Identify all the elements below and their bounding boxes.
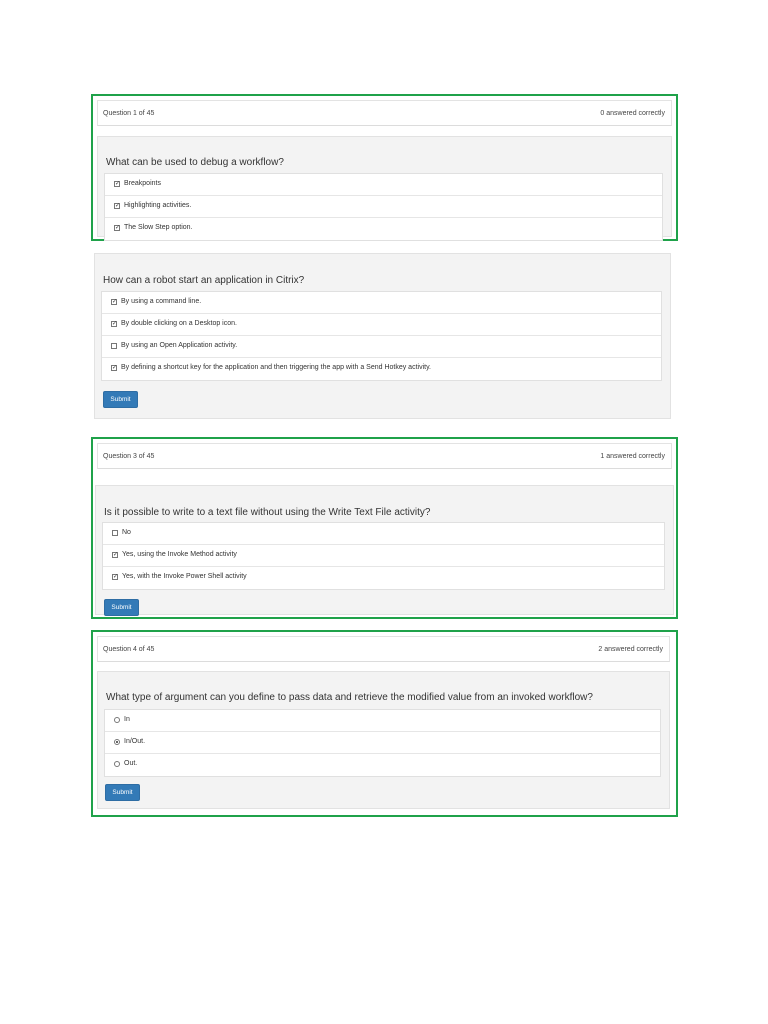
question-body <box>97 136 672 237</box>
question-title: What type of argument can you define to pass data and retrieve the modified value from an invoked workflow? <box>106 692 593 703</box>
submit-button[interactable]: Submit <box>105 784 140 801</box>
checkbox-checked-icon[interactable]: ✓ <box>113 574 119 580</box>
answer-option[interactable] <box>102 292 661 314</box>
option-label: By double clicking on a Desktop icon. <box>121 320 237 327</box>
question-body <box>95 485 674 615</box>
checkbox-checked-icon[interactable]: ✓ <box>113 552 119 558</box>
answer-option[interactable] <box>103 545 664 567</box>
checkbox-unchecked-icon[interactable] <box>112 530 118 536</box>
answer-list <box>104 173 663 241</box>
checkbox-checked-icon[interactable]: ✓ <box>112 365 118 371</box>
radio-unselected-icon[interactable] <box>114 761 120 767</box>
score-counter: 0 answered correctly <box>600 110 665 117</box>
option-label: In <box>124 716 130 723</box>
quiz-card-1 <box>91 94 678 241</box>
question-body <box>97 671 670 809</box>
answer-list <box>101 291 662 381</box>
checkbox-unchecked-icon[interactable] <box>111 343 117 349</box>
question-title: What can be used to debug a workflow? <box>106 157 284 168</box>
question-header <box>97 100 672 126</box>
answer-option[interactable] <box>105 732 660 754</box>
checkbox-checked-icon[interactable]: ✓ <box>112 321 118 327</box>
option-label: Breakpoints <box>124 180 161 187</box>
option-label: By using a command line. <box>121 298 202 305</box>
question-counter: Question 4 of 45 <box>103 646 155 653</box>
option-label: By using an Open Application activity. <box>121 342 238 349</box>
answer-option[interactable] <box>102 336 661 358</box>
option-label: Yes, with the Invoke Power Shell activity <box>122 573 247 580</box>
answer-option[interactable] <box>105 710 660 732</box>
answer-option[interactable] <box>105 196 662 218</box>
submit-button[interactable]: Submit <box>103 391 138 408</box>
question-counter: Question 1 of 45 <box>103 110 155 117</box>
question-title: Is it possible to write to a text file without using the Write Text File activity? <box>104 507 431 518</box>
checkbox-checked-icon[interactable]: ✓ <box>115 225 121 231</box>
question-header <box>97 636 670 662</box>
answer-option[interactable] <box>103 567 664 589</box>
checkbox-checked-icon[interactable]: ✓ <box>115 203 121 209</box>
quiz-card-2 <box>94 253 671 419</box>
answer-option[interactable] <box>102 314 661 336</box>
checkbox-checked-icon[interactable]: ✓ <box>112 299 118 305</box>
checkbox-checked-icon[interactable]: ✓ <box>115 181 121 187</box>
radio-selected-icon[interactable] <box>114 739 120 745</box>
answer-option[interactable] <box>105 174 662 196</box>
question-title: How can a robot start an application in Citrix? <box>103 275 305 286</box>
question-body <box>94 253 671 419</box>
answer-option[interactable] <box>103 523 664 545</box>
option-label: Out. <box>124 760 138 767</box>
answer-list <box>102 522 665 590</box>
option-label: In/Out. <box>124 738 146 745</box>
score-counter: 1 answered correctly <box>600 453 665 460</box>
answer-option[interactable] <box>102 358 661 380</box>
option-label: The Slow Step option. <box>124 224 193 231</box>
score-counter: 2 answered correctly <box>598 646 663 653</box>
question-counter: Question 3 of 45 <box>103 453 155 460</box>
radio-unselected-icon[interactable] <box>114 717 120 723</box>
quiz-card-4 <box>91 630 678 817</box>
quiz-card-3 <box>91 437 678 619</box>
answer-option[interactable] <box>105 754 660 776</box>
answer-list <box>104 709 661 777</box>
option-label: No <box>122 529 131 536</box>
submit-button[interactable]: Submit <box>104 599 139 616</box>
answer-option[interactable] <box>105 218 662 240</box>
question-header <box>97 443 672 469</box>
option-label: By defining a shortcut key for the application and then triggering the app with a Send Hotkey activity. <box>121 364 431 371</box>
option-label: Yes, using the Invoke Method activity <box>122 551 237 558</box>
option-label: Highlighting activities. <box>124 202 192 209</box>
